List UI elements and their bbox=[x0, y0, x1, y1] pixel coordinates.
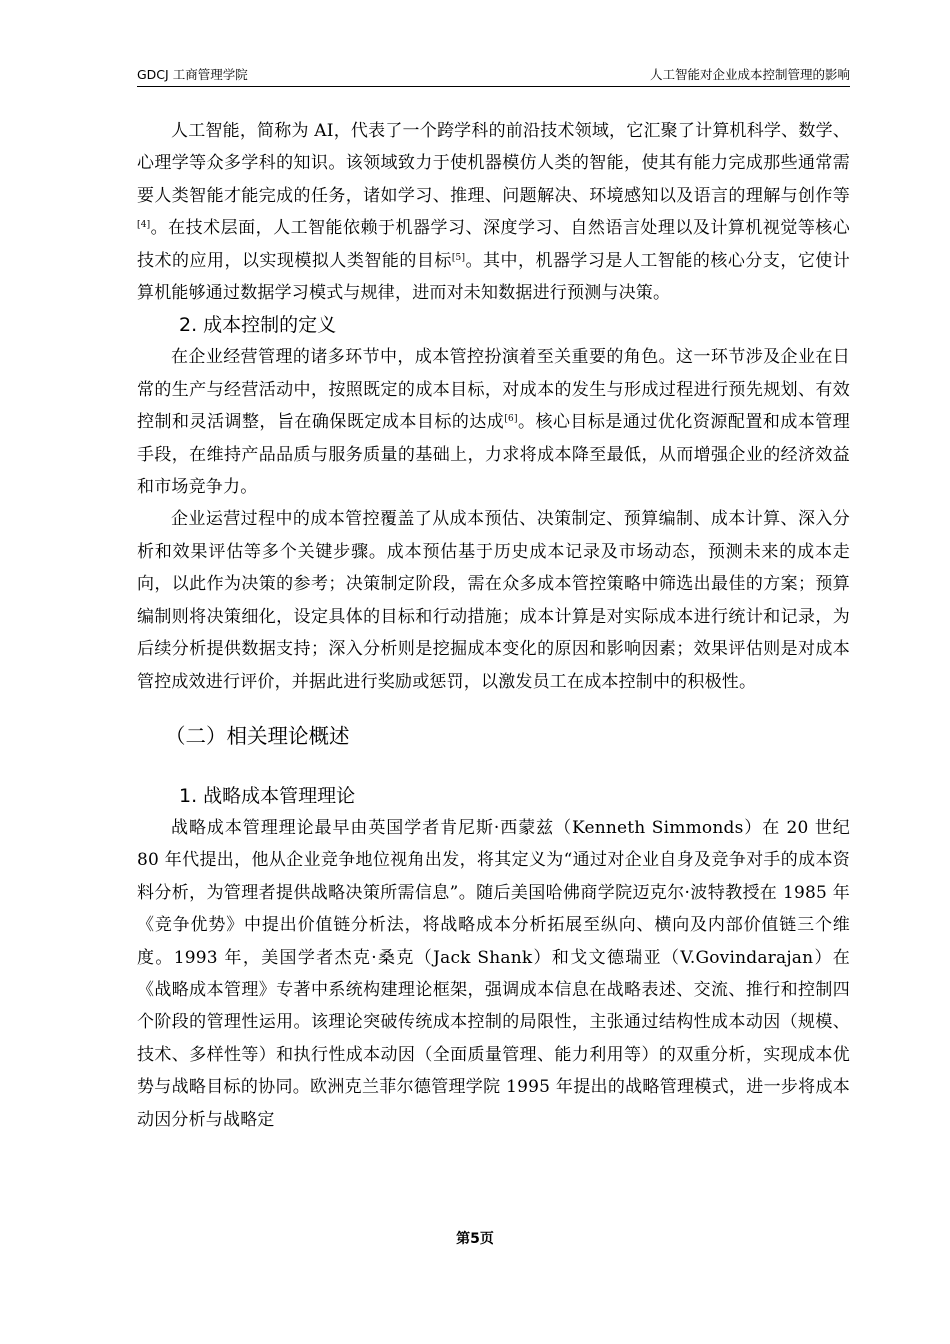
paragraph-text: 。核心目标是通过优化资源配置和成本管理手段，在维持产品品质与服务质量的基础上，力求将成本降至最低，从而增强企业的经济效益和市场竞争力。 bbox=[137, 412, 850, 498]
paragraph-strategic-cost-management: 战略成本管理理论最早由英国学者肯尼斯·西蒙兹（Kenneth Simmonds）在 20 世纪 80 年代提出，他从企业竞争地位视角出发，将其定义为“通过对企业自身及竞争对手的成本资料分析，为管理者提供战略决策所需信息”。随后美国哈佛商学院迈克尔·波特教授在 1985 年《竞争优势》中提出价值链分析法，将战略成本分析拓展至纵向、横向及内部价值链三个维度。1993 年，美国学者杰克·桑克（Jack Shank）和戈文德瑞亚（V.Govindarajan）在《战略成本管理》专著中系统构建理论框架，强调成本信息在战略表述、交流、推行和控制四个阶段的管理性运用。该理论突破传统成本控制的局限性，主张通过结构性成本动因（规模、技术、多样性等）和执行性成本动因（全面质量管理、能力利用等）的双重分析，实现成本优势与战略目标的协同。欧洲克兰菲尔德管理学院 1995 年提出的战略管理模式，进一步将成本动因分析与战略定 bbox=[137, 817, 850, 1130]
citation-ref: [4] bbox=[137, 220, 151, 231]
citation-ref: [5] bbox=[451, 252, 466, 263]
heading-related-theories: （二）相关理论概述 bbox=[165, 723, 350, 748]
paragraph-cost-control-steps: 企业运营过程中的成本管控覆盖了从成本预估、决策制定、预算编制、成本计算、深入分析和效果评估等多个关键步骤。成本预估基于历史成本记录及市场动态，预测未来的成本走向，以此作为决策的参考；决策制定阶段，需在众多成本管控策略中筛选出最佳的方案；预算编制则将决策细化，设定具体的目标和行动措施；成本计算是对实际成本进行统计和记录，为后续分析提供数据支持；深入分析则是挖掘成本变化的原因和影响因素；效果评估则是对成本管控成效进行评价，并据此进行奖励或惩罚，以激发员工在成本控制中的积极性。 bbox=[137, 509, 850, 692]
heading-cost-control-definition: 2. 成本控制的定义 bbox=[179, 314, 337, 337]
heading-strategic-cost-management: 1. 战略成本管理理论 bbox=[179, 784, 356, 807]
page-number: 第5页 bbox=[456, 1231, 494, 1247]
paragraph-ai-definition bbox=[137, 115, 850, 309]
page-body bbox=[137, 115, 850, 1136]
paragraph-text: 在企业经营管理的诸多环节中，成本管控扮演着至关重要的角色。这一环节涉及企业在日常的生产与经营活动中，按照既定的成本目标，对成本的发生与形成过程进行预先规划、有效控制和灵活调整，旨在确保既定成本目标的达成 bbox=[137, 347, 850, 433]
paragraph-text: 。在技术层面，人工智能依赖于机器学习、深度学习、自然语言处理以及计算机视觉等核心技术的应用，以实现模拟人类智能的目标 bbox=[137, 218, 850, 271]
citation-ref: [6] bbox=[504, 414, 518, 425]
header-school: GDCJ 工商管理学院 bbox=[137, 67, 248, 82]
page-header bbox=[137, 66, 850, 87]
paragraph-text: 。其中，机器学习是人工智能的核心分支，它使计算机能够通过数据学习模式与规律，进而对未知数据进行预测与决策。 bbox=[137, 250, 850, 304]
paragraph-text: 人工智能，简称为 AI，代表了一个跨学科的前沿技术领域，它汇聚了计算机科学、数学、心理学等众多学科的知识。该领域致力于使机器模仿人类的智能，使其有能力完成那些通常需要人类智能才能完成的任务，诸如学习、推理、问题解决、环境感知以及语言的理解与创作等 bbox=[137, 121, 850, 206]
header-thesis-title: 人工智能对企业成本控制管理的影响 bbox=[649, 67, 850, 82]
paragraph-cost-control bbox=[137, 341, 850, 503]
